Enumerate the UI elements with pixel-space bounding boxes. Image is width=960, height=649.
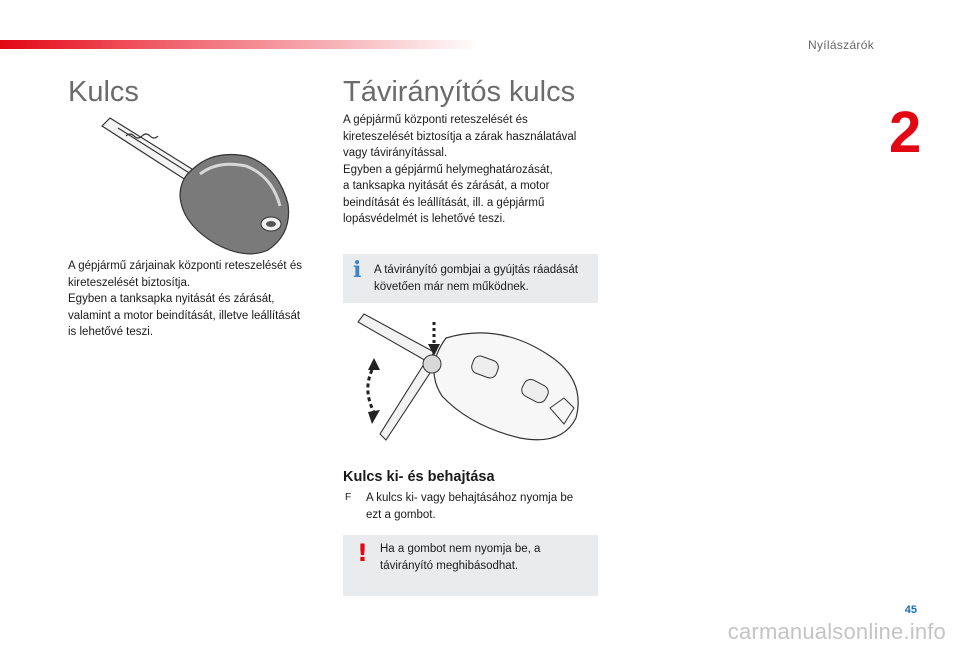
chapter-number: 2 <box>889 100 922 165</box>
rotation-arrow <box>368 358 380 424</box>
section-label: Nyílászárók <box>808 38 874 52</box>
warning-note-text: Ha a gombot nem nyomja be, a távirányító meghibásodhat. <box>380 543 541 572</box>
bullet-marker: F <box>345 492 352 503</box>
header-accent-bar <box>0 40 480 49</box>
key-illustration <box>96 112 296 258</box>
remote-body <box>423 333 578 440</box>
info-note-text: A távirányító gombjai a gyújtás ráadását követően már nem működnek. <box>374 264 578 293</box>
key-description: A gépjármű zárjainak központi reteszelését és kireteszelését biztosítja. Egyben a tanksapka nyitását és zárását, valamint a motor beindítását, illetve leállítását is lehetővé teszi. <box>68 260 302 338</box>
page-number: 45 <box>904 604 917 616</box>
key-title: Kulcs <box>68 76 139 108</box>
warning-note <box>343 535 598 596</box>
remote-key-illustration <box>350 312 590 452</box>
fold-key-subtitle: Kulcs ki- és behajtása <box>343 469 495 485</box>
key-head <box>180 155 289 254</box>
remote-key-title: Távirányítós kulcs <box>343 76 576 108</box>
info-icon: i <box>353 257 362 283</box>
info-note <box>343 254 598 303</box>
remote-key-description: A gépjármű központi reteszelését és kireteszelését biztosítja a zárak használatával vagy távirányítással. Egyben a gépjármű helymeghatározását, a tanksapka nyitását és zárását, a motor beindítását és leállítását, ill. a gépjármű lopásvédelmét is lehetővé teszi. <box>343 114 577 225</box>
warning-icon: ! <box>357 539 368 567</box>
key-blade <box>102 118 200 184</box>
fold-instruction-text: A kulcs ki- vagy behajtásához nyomja be ezt a gombot. <box>366 492 574 521</box>
watermark: carmanualsonline.info <box>727 619 946 644</box>
